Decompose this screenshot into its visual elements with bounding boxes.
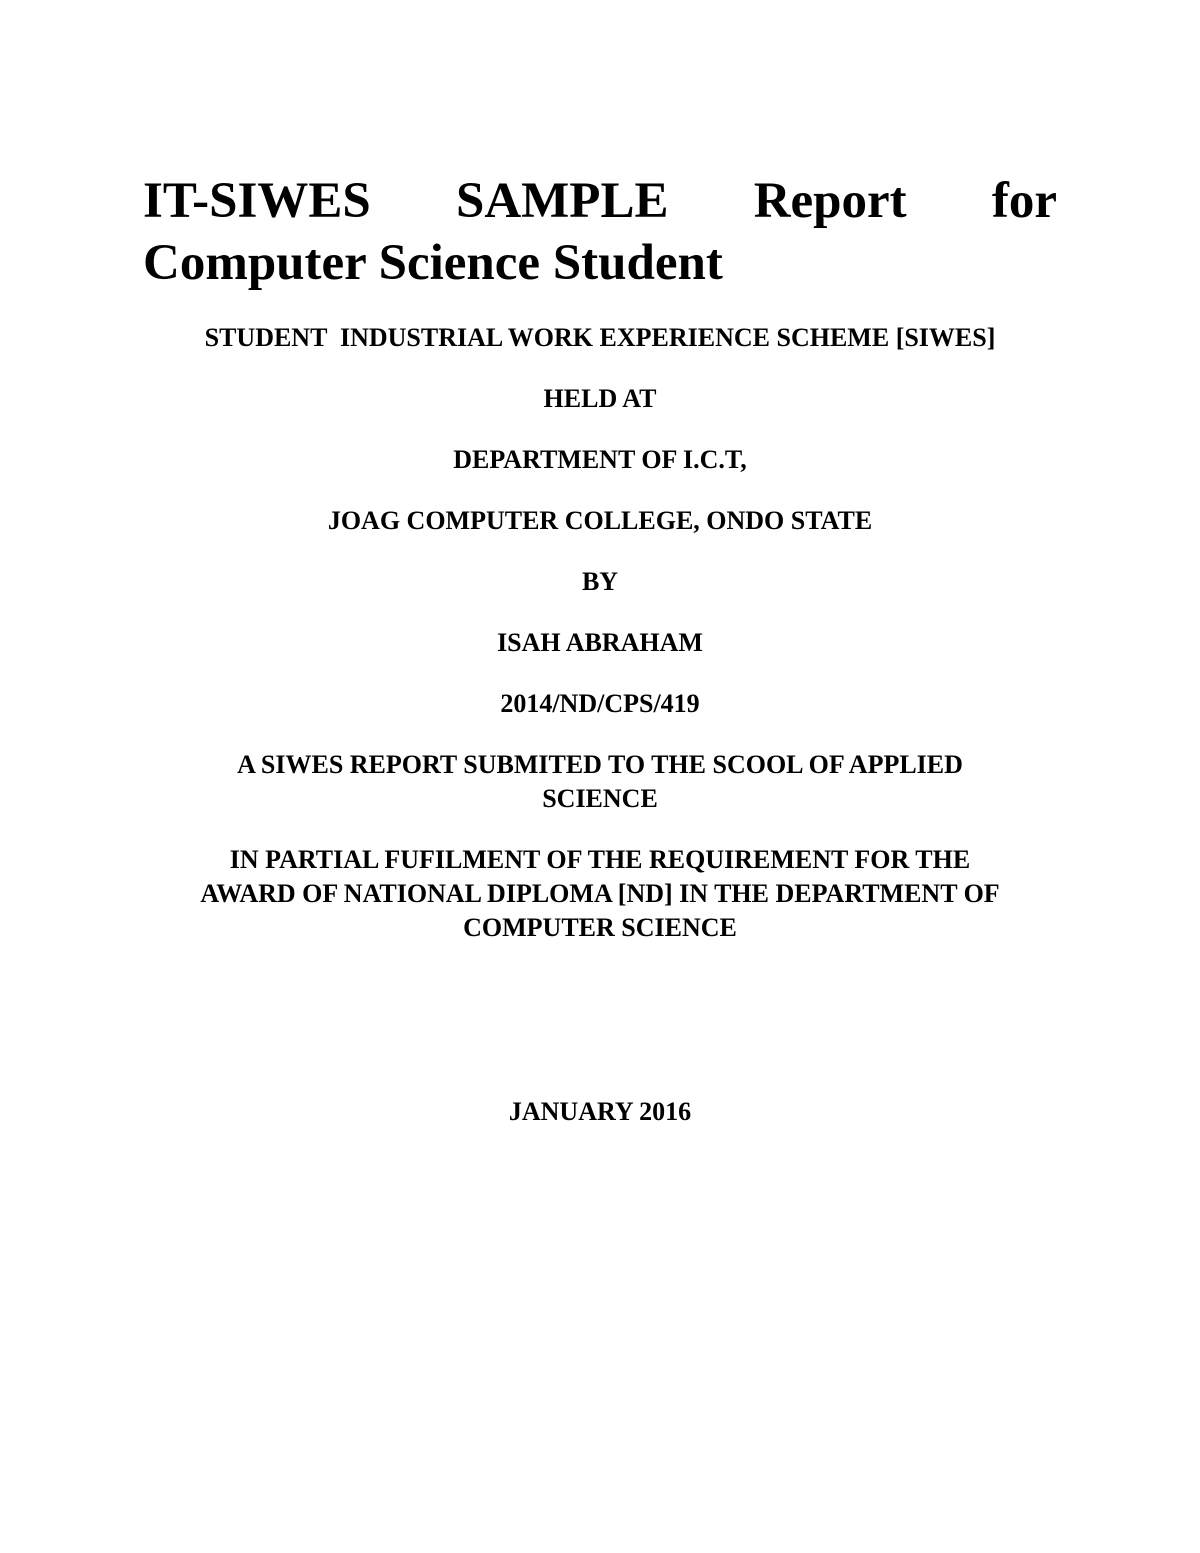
title-line-1: IT-SIWES SAMPLE Report for bbox=[143, 173, 1057, 229]
fulfilment-line-1: IN PARTIAL FUFILMENT OF THE REQUIREMENT FOR THE bbox=[229, 845, 971, 874]
title-line-2: Computer Science Student bbox=[143, 235, 723, 291]
department-name: DEPARTMENT OF I.C.T, bbox=[453, 445, 747, 474]
author-name: ISAH ABRAHAM bbox=[497, 628, 703, 657]
fulfilment-line-2: AWARD OF NATIONAL DIPLOMA [ND] IN THE DEPARTMENT OF bbox=[200, 879, 1000, 908]
submission-line-1: A SIWES REPORT SUBMITED TO THE SCOOL OF APPLIED bbox=[237, 750, 963, 779]
scheme-name: STUDENT INDUSTRIAL WORK EXPERIENCE SCHEME [SIWES] bbox=[204, 323, 996, 352]
report-date: JANUARY 2016 bbox=[508, 1097, 692, 1126]
fulfilment-line-3: COMPUTER SCIENCE bbox=[463, 913, 737, 942]
submission-line-2: SCIENCE bbox=[542, 784, 658, 813]
by-label: BY bbox=[581, 567, 619, 596]
matric-number: 2014/ND/CPS/419 bbox=[500, 689, 700, 718]
held-at-label: HELD AT bbox=[543, 384, 657, 413]
document-title bbox=[143, 170, 1057, 294]
college-name: JOAG COMPUTER COLLEGE, ONDO STATE bbox=[327, 506, 873, 535]
